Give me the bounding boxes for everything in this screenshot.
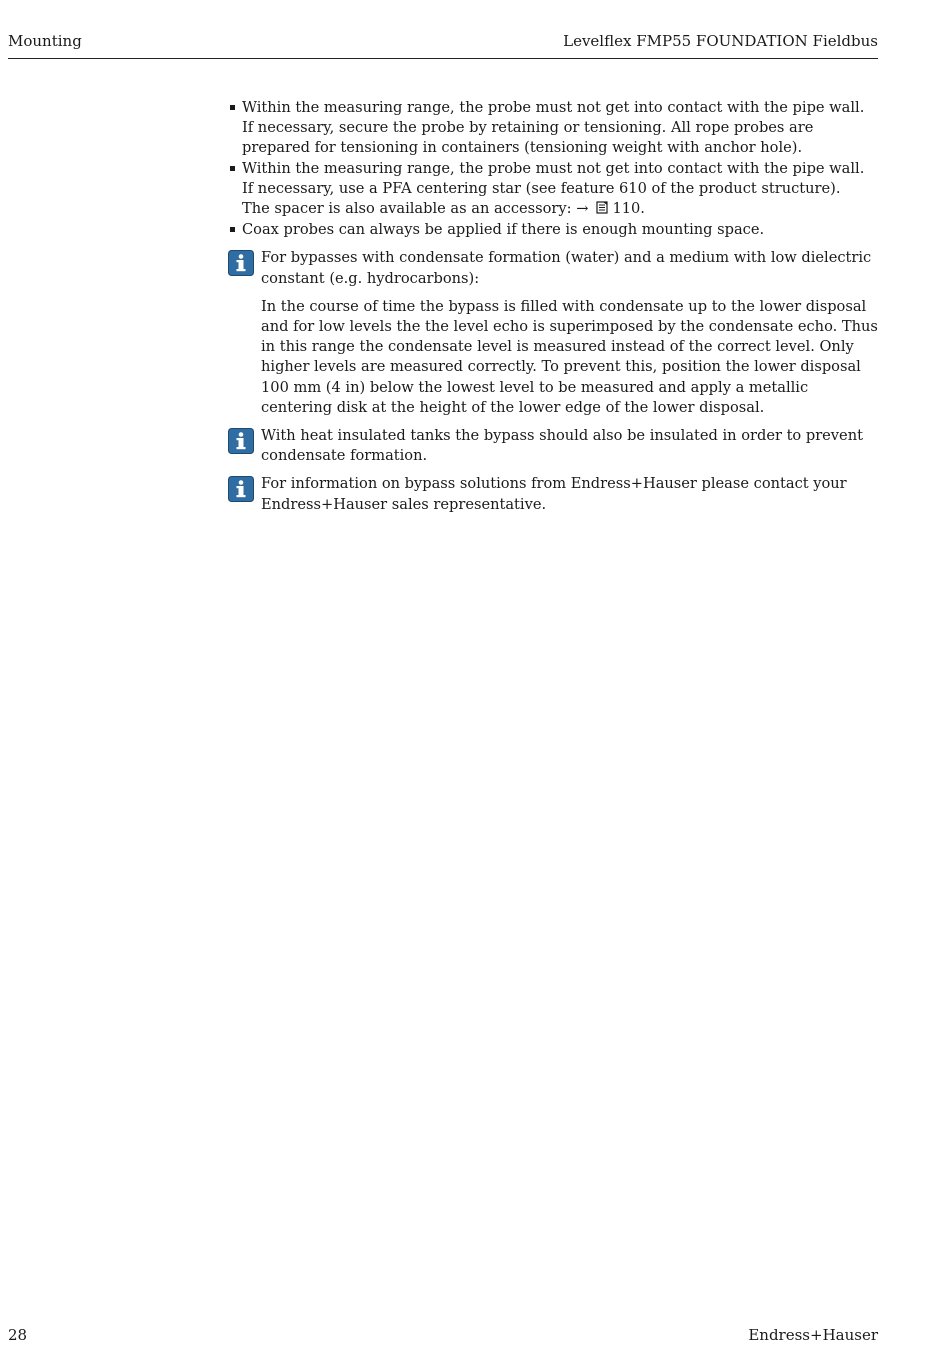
list-item xyxy=(228,220,878,240)
list-item xyxy=(228,159,878,221)
page-number: 28 xyxy=(8,1326,28,1344)
bullet-marker-icon xyxy=(230,166,235,171)
note-block xyxy=(228,474,878,514)
note-text: For information on bypass solutions from Endress+Hauser please contact your Endress+Hauser sales representative. xyxy=(261,475,847,513)
main-content xyxy=(228,98,878,515)
bullet-list xyxy=(228,98,878,240)
accessory-reference[interactable] xyxy=(242,199,878,220)
footer-brand: Endress+Hauser xyxy=(748,1326,878,1344)
bullet-text: Within the measuring range, the probe must not get into contact with the pipe wall. If necessary, secure the probe by retaining or tensioning. All rope probes are prepared for tensioning in containers (tensioning weight with anchor hole). xyxy=(242,99,865,157)
note-text: For bypasses with condensate formation (water) and a medium with low dielectric constant (e.g. hydrocarbons): xyxy=(261,249,872,287)
note-block xyxy=(228,426,878,466)
note-text: In the course of time the bypass is filled with condensate up to the lower disposal and for low levels the the level echo is superimposed by the condensate echo. Thus in this range the condensate level is measured instead of the correct level. Only higher levels are measured correctly. To prevent this, position the lower disposal 100 mm (4 in) below the lowest level to be measured and apply a metallic centering disk at the height of the lower edge of the lower disposal. xyxy=(261,297,878,416)
bullet-text: Within the measuring range, the probe must not get into contact with the pipe wall. If necessary, use a PFA centering star (see feature 610 of the product structure). xyxy=(242,159,865,197)
header-section-title: Mounting xyxy=(8,32,82,50)
bullet-text: Coax probes can always be applied if there is enough mounting space. xyxy=(242,221,765,239)
note-block xyxy=(228,248,878,418)
page-reference-number: 110. xyxy=(612,200,645,218)
header-product-title: Levelflex FMP55 FOUNDATION Fieldbus xyxy=(563,32,878,50)
info-icon xyxy=(228,250,254,276)
page-reference-icon xyxy=(596,200,608,220)
bullet-marker-icon xyxy=(230,227,235,232)
info-icon xyxy=(228,428,254,454)
accessory-reference-text: The spacer is also available as an accessory: → xyxy=(242,200,589,218)
page-header xyxy=(8,30,878,59)
list-item xyxy=(228,98,878,159)
note-text: With heat insulated tanks the bypass should also be insulated in order to prevent condensate formation. xyxy=(261,427,863,465)
bullet-marker-icon xyxy=(230,105,235,110)
info-icon xyxy=(228,476,254,502)
